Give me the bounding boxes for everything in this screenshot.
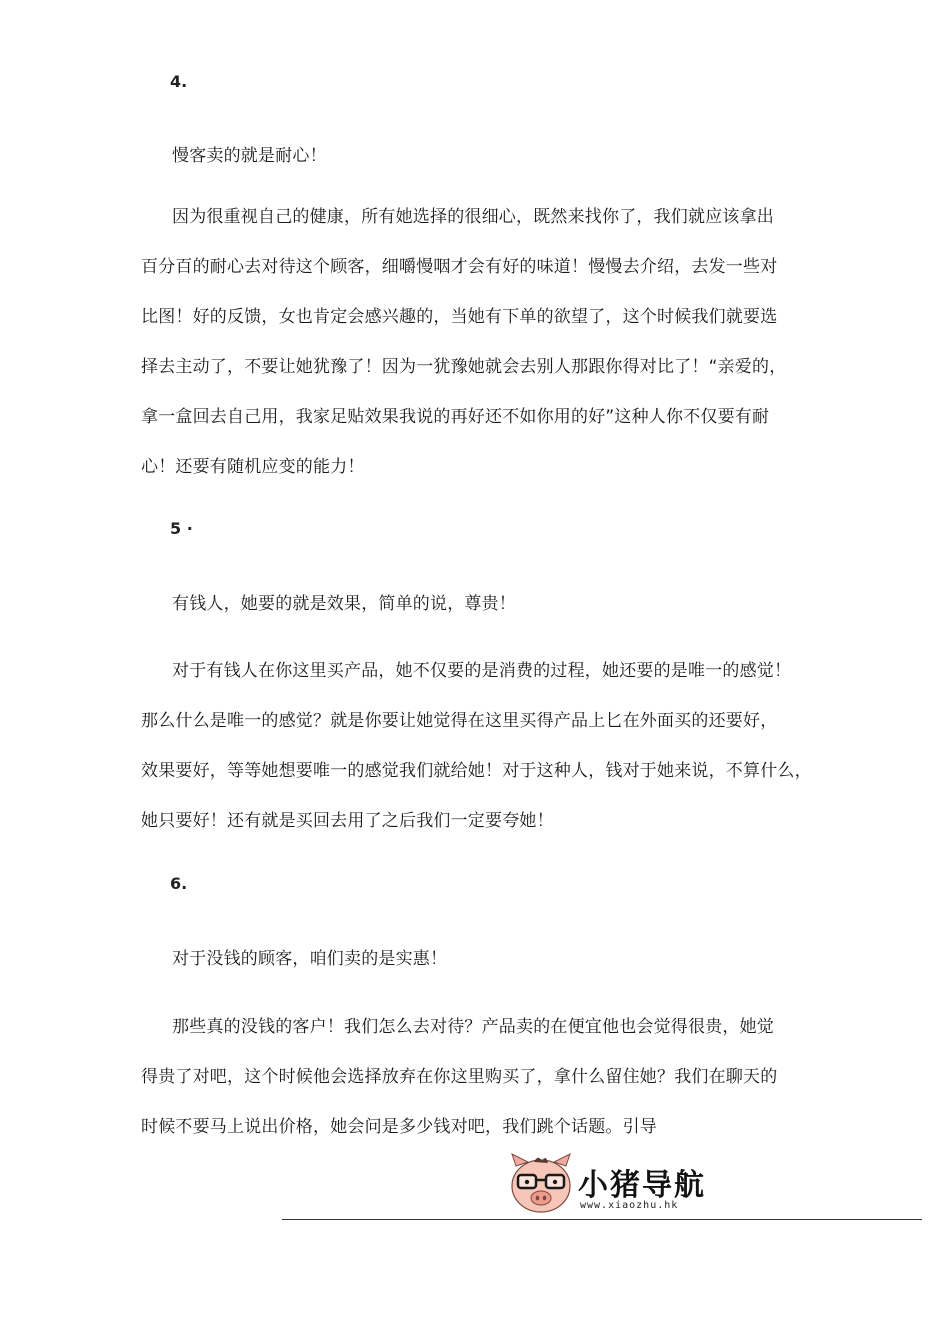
paragraph-line: 她只要好！还有就是买回去用了之后我们一定要夸她！ bbox=[141, 811, 554, 831]
logo-url: www.xiaozhu.hk bbox=[580, 1200, 679, 1211]
paragraph-line: 因为很重视自己的健康，所有她选择的很细心，既然来找你了，我们就应该拿出 bbox=[172, 207, 774, 227]
paragraph-line: 拿一盒回去自己用，我家足贴效果我说的再好还不如你用的好”这种人你不仅要有耐 bbox=[141, 407, 770, 427]
footer-divider bbox=[282, 1219, 922, 1220]
paragraph-line: 那么什么是唯一的感觉？就是你要让她觉得在这里买得产品上匕在外面买的还要好， bbox=[141, 711, 778, 731]
section-heading: 有钱人，她要的就是效果，简单的说，尊贵！ bbox=[172, 594, 516, 614]
paragraph-line: 那些真的没钱的客户！我们怎么去对待？产品卖的在便宜他也会觉得很贵，她觉 bbox=[172, 1017, 774, 1037]
paragraph-line: 时候不要马上说出价格，她会问是多少钱对吧，我们跳个话题。引导 bbox=[141, 1117, 657, 1137]
section-number: 6. bbox=[170, 874, 188, 893]
paragraph-line: 择去主动了，不要让她犹豫了！因为一犹豫她就会去别人那跟你得对比了！“亲爱的， bbox=[141, 357, 787, 377]
section-number: 5 · bbox=[170, 519, 193, 538]
section-heading: 慢客卖的就是耐心！ bbox=[172, 146, 327, 166]
paragraph-line: 效果要好，等等她想要唯一的感觉我们就给她！对于这种人，钱对于她来说，不算什么， bbox=[141, 761, 812, 781]
paragraph-line: 心！还要有随机应变的能力！ bbox=[141, 457, 365, 477]
paragraph-line: 比图！好的反馈，女也肯定会感兴趣的，当她有下单的欲望了，这个时候我们就要选 bbox=[141, 307, 778, 327]
section-number: 4. bbox=[170, 72, 188, 91]
paragraph-line: 百分百的耐心去对待这个顾客，细嚼慢咽才会有好的味道！慢慢去介绍，去发一些对 bbox=[141, 257, 778, 277]
logo-name: 小猪导航 bbox=[578, 1168, 706, 1203]
paragraph-line: 对于有钱人在你这里买产品，她不仅要的是消费的过程，她还要的是唯一的感觉！ bbox=[172, 661, 792, 681]
section-heading: 对于没钱的顾客，咱们卖的是实惠！ bbox=[172, 949, 448, 969]
paragraph-line: 得贵了对吧，这个时候他会选择放弃在你这里购买了，拿什么留住她？我们在聊天的 bbox=[141, 1067, 778, 1087]
